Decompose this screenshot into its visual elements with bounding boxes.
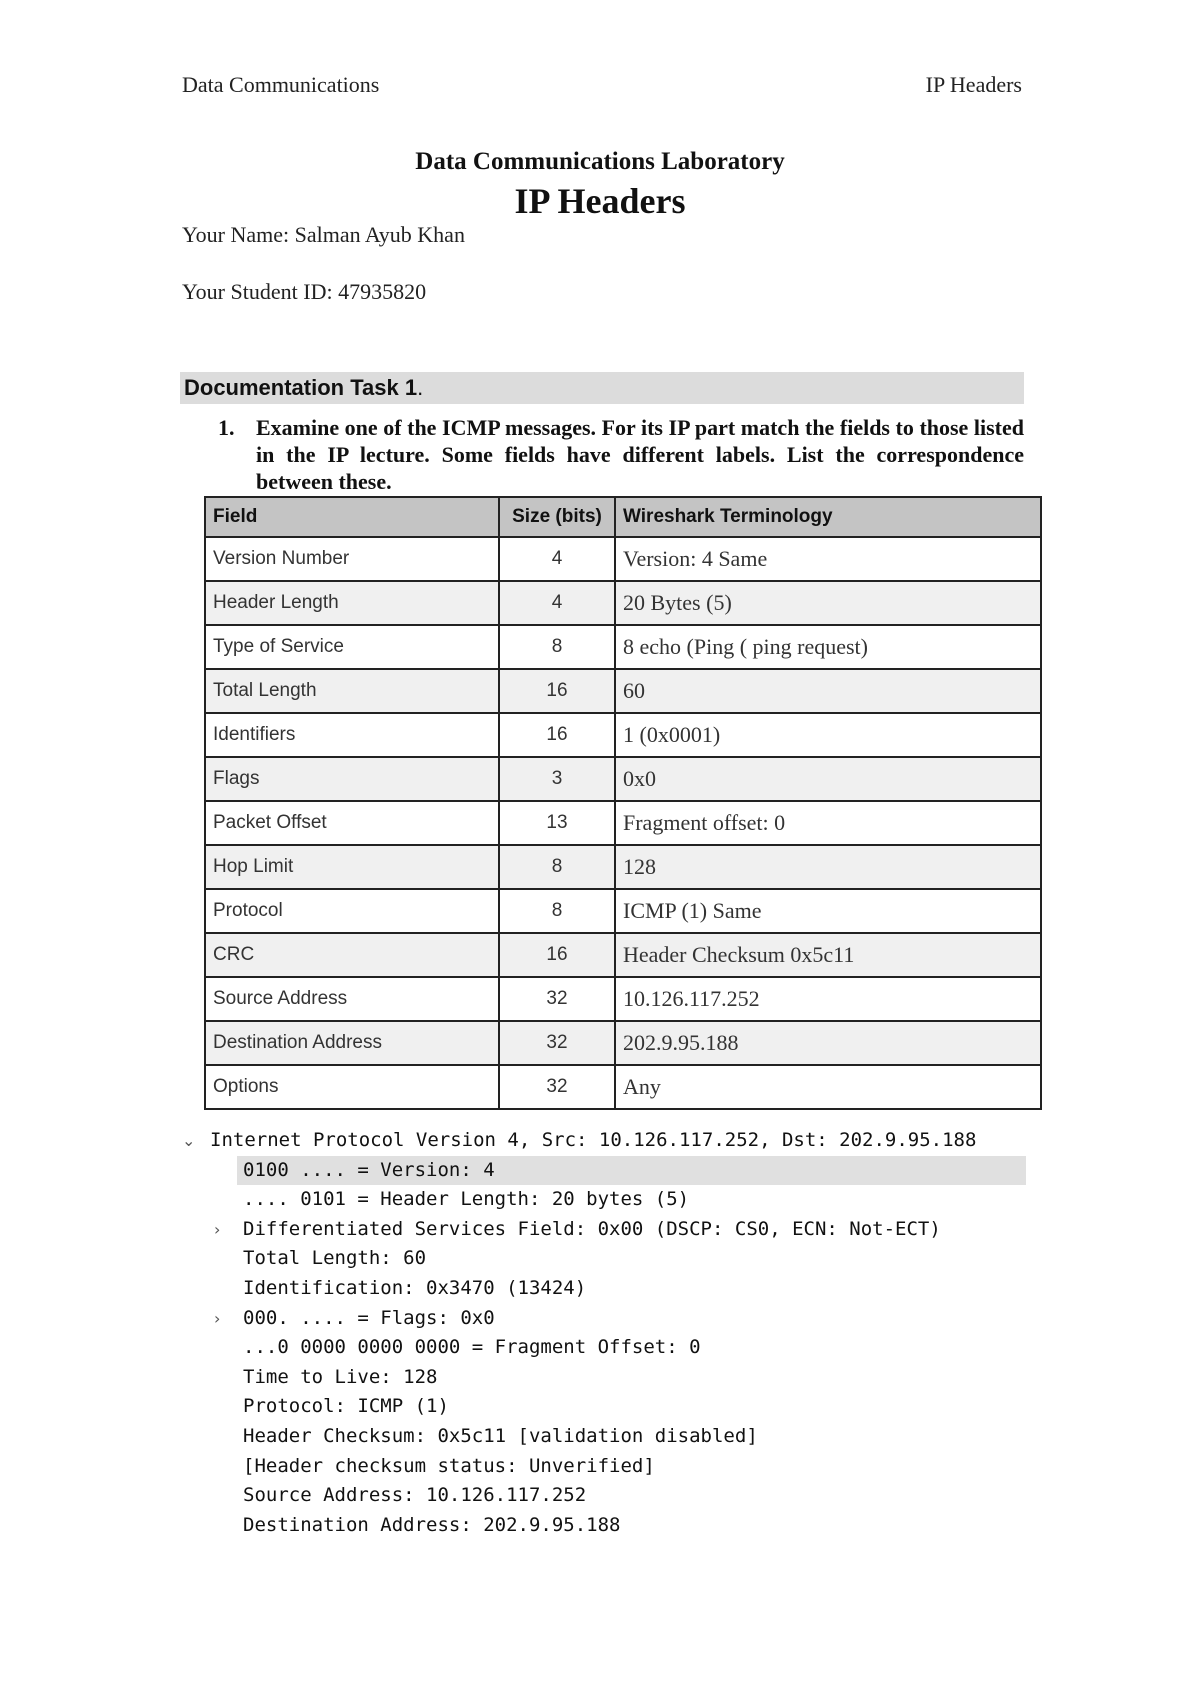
ws-line-text: Source Address: 10.126.117.252 (243, 1484, 587, 1507)
cell-field: Options (205, 1065, 499, 1109)
ws-destination-address[interactable] (180, 1511, 1026, 1541)
collapse-chevron-right-icon[interactable]: › (214, 1219, 221, 1239)
ws-line-text: 0100 .... = Version: 4 (243, 1158, 495, 1181)
cell-size: 13 (499, 801, 615, 845)
ws-protocol[interactable] (180, 1392, 1026, 1422)
cell-field: Source Address (205, 977, 499, 1021)
table-row (205, 713, 1041, 757)
student-id: Your Student ID: 47935820 (182, 279, 427, 304)
cell-wireshark: 60 (615, 669, 1041, 713)
cell-field: Total Length (205, 669, 499, 713)
document-title-block (0, 148, 1200, 222)
task-heading-label: Documentation Task 1 (184, 375, 418, 400)
cell-wireshark: 202.9.95.188 (615, 1021, 1041, 1065)
cell-wireshark: ICMP (1) Same (615, 889, 1041, 933)
table-body (205, 537, 1041, 1109)
ws-ipv4-summary[interactable] (180, 1126, 1026, 1156)
table-header-row (205, 497, 1041, 537)
cell-field: Hop Limit (205, 845, 499, 889)
cell-field: Destination Address (205, 1021, 499, 1065)
question-number: 1. (218, 415, 235, 440)
ws-ttl[interactable] (180, 1363, 1026, 1393)
ws-header-length[interactable] (180, 1185, 1026, 1215)
table-row (205, 889, 1041, 933)
ws-line-text: Differentiated Services Field: 0x00 (DSCP: CS0, ECN: Not-ECT) (243, 1217, 941, 1240)
cell-size: 4 (499, 581, 615, 625)
question-text: Examine one of the ICMP messages. For its IP part match the fields to those listed in the IP lecture. Some fields have different labels. List the correspondence between these. (256, 415, 1024, 494)
ws-total-length[interactable] (180, 1244, 1026, 1274)
question-1 (218, 414, 1024, 495)
ip-fields-table (204, 496, 1042, 1110)
cell-size: 16 (499, 933, 615, 977)
table-row (205, 1065, 1041, 1109)
cell-field: Flags (205, 757, 499, 801)
table-row (205, 845, 1041, 889)
ws-line-text: Identification: 0x3470 (13424) (243, 1276, 587, 1299)
cell-wireshark: Header Checksum 0x5c11 (615, 933, 1041, 977)
ws-checksum-status[interactable] (180, 1452, 1026, 1482)
cell-wireshark: Any (615, 1065, 1041, 1109)
column-header-size: Size (bits) (499, 497, 615, 537)
ws-line-text: Total Length: 60 (243, 1247, 427, 1270)
ws-line-text: Internet Protocol Version 4, Src: 10.126.117.252, Dst: 202.9.95.188 (210, 1129, 977, 1151)
cell-wireshark: 10.126.117.252 (615, 977, 1041, 1021)
header-left: Data Communications (182, 72, 380, 97)
ws-line-text: 000. .... = Flags: 0x0 (243, 1306, 495, 1329)
ws-line-text: .... 0101 = Header Length: 20 bytes (5) (243, 1188, 690, 1211)
cell-field: Identifiers (205, 713, 499, 757)
ws-line-text: Header Checksum: 0x5c11 [validation disabled] (243, 1424, 758, 1447)
main-title: IP Headers (514, 181, 686, 221)
column-header-field: Field (205, 497, 499, 537)
cell-wireshark: 20 Bytes (5) (615, 581, 1041, 625)
ws-source-address[interactable] (180, 1481, 1026, 1511)
cell-size: 32 (499, 977, 615, 1021)
cell-size: 32 (499, 1065, 615, 1109)
ws-flags[interactable] (180, 1304, 1026, 1334)
cell-wireshark: Fragment offset: 0 (615, 801, 1041, 845)
table-row (205, 537, 1041, 581)
column-header-wireshark: Wireshark Terminology (615, 497, 1041, 537)
cell-wireshark: 1 (0x0001) (615, 713, 1041, 757)
cell-field: Protocol (205, 889, 499, 933)
cell-size: 16 (499, 669, 615, 713)
cell-field: CRC (205, 933, 499, 977)
cell-wireshark: 128 (615, 845, 1041, 889)
cell-wireshark: 8 echo (Ping ( ping request) (615, 625, 1041, 669)
ws-fragment-offset[interactable] (180, 1333, 1026, 1363)
task-heading (180, 372, 1024, 404)
cell-wireshark: 0x0 (615, 757, 1041, 801)
table-row (205, 581, 1041, 625)
wireshark-packet-details (180, 1126, 1026, 1540)
expand-chevron-down-icon[interactable]: ⌄ (182, 1131, 196, 1150)
ws-line-text: [Header checksum status: Unverified] (243, 1454, 655, 1477)
header-right: IP Headers (925, 72, 1022, 97)
running-header (182, 72, 1022, 98)
cell-wireshark: Version: 4 Same (615, 537, 1041, 581)
cell-size: 8 (499, 845, 615, 889)
cell-size: 16 (499, 713, 615, 757)
table-row (205, 933, 1041, 977)
table-row (205, 625, 1041, 669)
cell-field: Packet Offset (205, 801, 499, 845)
table-row (205, 669, 1041, 713)
table-row (205, 801, 1041, 845)
ws-line-text: Protocol: ICMP (1) (243, 1395, 449, 1418)
cell-size: 4 (499, 537, 615, 581)
cell-field: Version Number (205, 537, 499, 581)
ws-dsfield[interactable] (180, 1215, 1026, 1245)
student-name: Your Name: Salman Ayub Khan (182, 222, 465, 247)
table-row (205, 977, 1041, 1021)
table-row (205, 1021, 1041, 1065)
lab-title: Data Communications Laboratory (415, 148, 785, 175)
cell-size: 8 (499, 625, 615, 669)
table-row (205, 757, 1041, 801)
ws-header-checksum[interactable] (180, 1422, 1026, 1452)
ws-version[interactable] (237, 1156, 1026, 1186)
cell-size: 3 (499, 757, 615, 801)
cell-size: 8 (499, 889, 615, 933)
collapse-chevron-right-icon[interactable]: › (214, 1308, 221, 1328)
cell-field: Header Length (205, 581, 499, 625)
ws-line-text: Time to Live: 128 (243, 1365, 438, 1388)
cell-size: 32 (499, 1021, 615, 1065)
ws-identification[interactable] (180, 1274, 1026, 1304)
cell-field: Type of Service (205, 625, 499, 669)
ws-line-text: ...0 0000 0000 0000 = Fragment Offset: 0 (243, 1336, 701, 1359)
task-heading-dot: . (417, 375, 424, 400)
ws-line-text: Destination Address: 202.9.95.188 (243, 1513, 621, 1536)
